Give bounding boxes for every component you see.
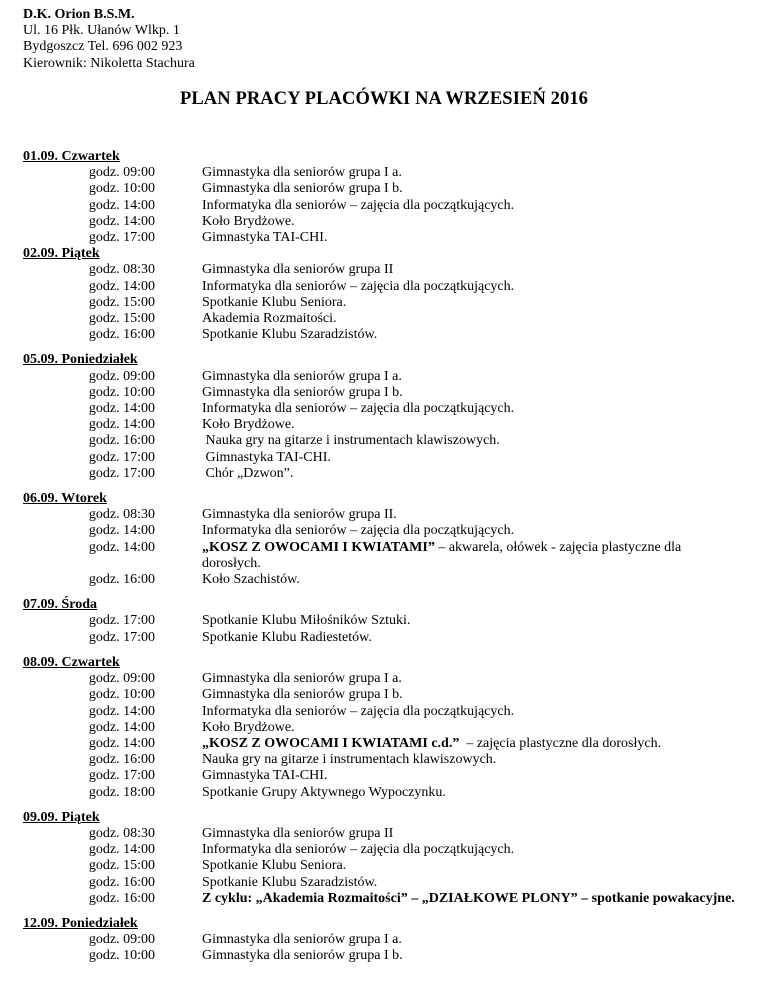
activity-part: Spotkanie Klubu Miłośników Sztuki. xyxy=(202,613,411,629)
time-label: godz. 16:00 xyxy=(88,874,155,890)
activity-text xyxy=(202,401,742,417)
schedule-row xyxy=(23,704,743,720)
schedule-row xyxy=(23,165,743,181)
schedule-row xyxy=(23,369,743,385)
activity-text xyxy=(202,842,742,858)
time-label: godz. 09:00 xyxy=(88,671,155,687)
activity-part: Spotkanie Grupy Aktywnego Wypoczynku. xyxy=(202,784,446,800)
activity-text xyxy=(202,279,742,295)
activity-part: Akademia Rozmaitości. xyxy=(202,311,337,327)
activity-part: Gimnastyka dla seniorów grupa I b. xyxy=(202,948,403,964)
activity-text xyxy=(202,687,742,703)
activity-part: Gimnastyka dla seniorów grupa I a. xyxy=(202,165,402,181)
day-block xyxy=(23,149,743,246)
day-block xyxy=(23,491,743,588)
schedule-row xyxy=(23,687,743,703)
activity-part: Informatyka dla seniorów – zajęcia dla początkujących. xyxy=(202,523,515,539)
activity-part: Chór „Dzwon”. xyxy=(202,465,294,481)
activity-text xyxy=(202,181,742,197)
time-label: godz. 08:30 xyxy=(88,507,155,523)
day-heading: 07.09. Środa xyxy=(23,597,98,613)
schedule-row xyxy=(23,826,743,842)
activity-text xyxy=(202,572,742,588)
time-label: godz. 16:00 xyxy=(88,890,155,906)
activity-text xyxy=(202,214,742,230)
schedule-row xyxy=(23,630,743,646)
time-label: godz. 17:00 xyxy=(88,449,155,465)
time-label: godz. 16:00 xyxy=(88,327,155,343)
day-heading: 09.09. Piątek xyxy=(23,809,100,825)
time-label: godz. 16:00 xyxy=(88,572,155,588)
activity-part: – akwarela, ołówek - zajęcia plastyczne dla dorosłych. xyxy=(202,539,685,571)
activity-text xyxy=(202,262,742,278)
schedule-row xyxy=(23,230,743,246)
time-label: godz. 09:00 xyxy=(88,932,155,948)
schedule-row xyxy=(23,385,743,401)
time-label: godz. 15:00 xyxy=(88,858,155,874)
manager-line: Kierownik: Nikoletta Stachura xyxy=(23,55,195,71)
activity-part: Gimnastyka TAI-CHI. xyxy=(202,230,328,246)
schedule-row xyxy=(23,540,743,572)
time-label: godz. 08:30 xyxy=(88,262,155,278)
time-label: godz. 14:00 xyxy=(88,278,155,294)
activity-part: Informatyka dla seniorów – zajęcia dla początkujących. xyxy=(202,703,515,719)
schedule-row xyxy=(23,417,743,433)
activity-text xyxy=(202,523,742,539)
activity-text xyxy=(202,875,742,891)
activity-text xyxy=(202,311,742,327)
activity-part: Koło Brydżowe. xyxy=(202,719,295,735)
activity-part: Gimnastyka dla seniorów grupa I b. xyxy=(202,181,403,197)
schedule-row xyxy=(23,295,743,311)
time-label: godz. 17:00 xyxy=(88,629,155,645)
schedule-row xyxy=(23,262,743,278)
city-phone-line: Bydgoszcz Tel. 696 002 923 xyxy=(23,39,183,55)
schedule-row xyxy=(23,736,743,752)
activity-text xyxy=(202,230,742,246)
time-label: godz. 15:00 xyxy=(88,311,155,327)
schedule-row xyxy=(23,327,743,343)
schedule-row xyxy=(23,613,743,629)
activity-part: Gimnastyka dla seniorów grupa I b. xyxy=(202,384,403,400)
schedule-row xyxy=(23,523,743,539)
time-label: godz. 14:00 xyxy=(88,197,155,213)
schedule-row xyxy=(23,311,743,327)
schedule-row xyxy=(23,572,743,588)
day-block xyxy=(23,597,743,646)
activity-part: Spotkanie Klubu Seniora. xyxy=(202,858,347,874)
activity-part: Informatyka dla seniorów – zajęcia dla początkujących. xyxy=(202,278,515,294)
time-label: godz. 17:00 xyxy=(88,465,155,481)
activity-text xyxy=(202,891,742,907)
activity-highlight: „KOSZ Z OWOCAMI I KWIATAMI” xyxy=(202,539,435,555)
activity-text xyxy=(202,540,742,572)
activity-text xyxy=(202,327,742,343)
schedule-row xyxy=(23,785,743,801)
time-label: godz. 14:00 xyxy=(88,735,155,751)
activity-part: Informatyka dla seniorów – zajęcia dla początkujących. xyxy=(202,842,515,858)
schedule-row xyxy=(23,450,743,466)
activity-part: Gimnastyka TAI-CHI. xyxy=(202,449,331,465)
day-heading: 12.09. Poniedziałek xyxy=(23,915,138,931)
time-label: godz. 16:00 xyxy=(88,433,155,449)
time-label: godz. 14:00 xyxy=(88,523,155,539)
activity-part: Spotkanie Klubu Szaradzistów. xyxy=(202,874,378,890)
page-title: PLAN PRACY PLACÓWKI NA WRZESIEŃ 2016 xyxy=(179,89,589,109)
day-block xyxy=(23,352,743,482)
activity-text xyxy=(202,165,742,181)
time-label: godz. 15:00 xyxy=(88,294,155,310)
schedule-row xyxy=(23,858,743,874)
activity-part: Gimnastyka dla seniorów grupa I b. xyxy=(202,687,403,703)
activity-text xyxy=(202,198,742,214)
day-heading: 05.09. Poniedziałek xyxy=(23,352,138,368)
activity-text xyxy=(202,736,742,752)
time-label: godz. 14:00 xyxy=(88,719,155,735)
activity-highlight: Z cyklu: „Akademia Rozmaitości” – „DZIAŁKOWE PLONY” – spotkanie powakacyjne. xyxy=(202,890,735,906)
activity-text xyxy=(202,671,742,687)
schedule-row xyxy=(23,671,743,687)
schedule-row xyxy=(23,720,743,736)
time-label: godz. 08:30 xyxy=(88,825,155,841)
activity-part: Spotkanie Klubu Seniora. xyxy=(202,294,347,310)
activity-text xyxy=(202,704,742,720)
time-label: godz. 18:00 xyxy=(88,784,155,800)
activity-text xyxy=(202,417,742,433)
time-label: godz. 09:00 xyxy=(88,368,155,384)
activity-part: Gimnastyka TAI-CHI. xyxy=(202,768,328,784)
activity-text xyxy=(202,433,742,449)
schedule-row xyxy=(23,891,743,907)
time-label: godz. 14:00 xyxy=(88,417,155,433)
activity-part: Koło Szachistów. xyxy=(202,572,300,588)
activity-part: Nauka gry na gitarze i instrumentach klawiszowych. xyxy=(202,433,500,449)
activity-part: Informatyka dla seniorów – zajęcia dla początkujących. xyxy=(202,401,515,417)
day-heading: 01.09. Czwartek xyxy=(23,149,120,164)
activity-part: Gimnastyka dla seniorów grupa I a. xyxy=(202,932,402,948)
activity-part: Gimnastyka dla seniorów grupa II xyxy=(202,825,394,841)
schedule-row xyxy=(23,279,743,295)
time-label: godz. 17:00 xyxy=(88,768,155,784)
activity-text xyxy=(202,613,742,629)
activity-part: Koło Brydżowe. xyxy=(202,417,295,433)
time-label: godz. 10:00 xyxy=(88,181,155,197)
activity-part: Spotkanie Klubu Szaradzistów. xyxy=(202,327,378,343)
time-label: godz. 10:00 xyxy=(88,948,155,964)
time-label: godz. 14:00 xyxy=(88,703,155,719)
activity-part: Nauka gry na gitarze i instrumentach klawiszowych. xyxy=(202,752,497,768)
schedule-row xyxy=(23,507,743,523)
time-label: godz. 14:00 xyxy=(88,213,155,229)
activity-text xyxy=(202,466,742,482)
time-label: godz. 17:00 xyxy=(88,230,155,246)
schedule xyxy=(23,149,743,974)
time-label: godz. 17:00 xyxy=(88,613,155,629)
activity-part: Informatyka dla seniorów – zajęcia dla początkujących. xyxy=(202,197,515,213)
activity-text xyxy=(202,948,742,964)
schedule-row xyxy=(23,181,743,197)
activity-highlight: „KOSZ Z OWOCAMI I KWIATAMI c.d.” xyxy=(202,735,460,751)
day-block xyxy=(23,655,743,801)
activity-part: Gimnastyka dla seniorów grupa I a. xyxy=(202,671,402,687)
schedule-row xyxy=(23,198,743,214)
org-name: D.K. Orion B.S.M. xyxy=(23,7,135,22)
time-label: godz. 09:00 xyxy=(88,165,155,181)
day-block xyxy=(23,246,743,343)
day-block xyxy=(23,810,743,907)
schedule-row xyxy=(23,433,743,449)
activity-text xyxy=(202,932,742,948)
activity-text xyxy=(202,630,742,646)
activity-text xyxy=(202,752,742,768)
activity-part: – zajęcia plastyczne dla dorosłych. xyxy=(459,735,662,751)
time-label: godz. 10:00 xyxy=(88,384,155,400)
schedule-row xyxy=(23,932,743,948)
activity-part: Gimnastyka dla seniorów grupa II xyxy=(202,262,394,278)
activity-part: Gimnastyka dla seniorów grupa II. xyxy=(202,507,397,523)
activity-part: Spotkanie Klubu Radiestetów. xyxy=(202,629,372,645)
day-block xyxy=(23,916,743,965)
schedule-row xyxy=(23,875,743,891)
time-label: godz. 16:00 xyxy=(88,752,155,768)
activity-text xyxy=(202,450,742,466)
activity-text xyxy=(202,785,742,801)
schedule-row xyxy=(23,842,743,858)
address-line: Ul. 16 Płk. Ułanów Wlkp. 1 xyxy=(23,23,180,39)
activity-text xyxy=(202,858,742,874)
time-label: godz. 14:00 xyxy=(88,401,155,417)
time-label: godz. 10:00 xyxy=(88,687,155,703)
day-heading: 06.09. Wtorek xyxy=(23,491,107,507)
schedule-row xyxy=(23,768,743,784)
schedule-row xyxy=(23,752,743,768)
activity-text xyxy=(202,826,742,842)
activity-part: Gimnastyka dla seniorów grupa I a. xyxy=(202,368,402,384)
schedule-row xyxy=(23,948,743,964)
day-heading: 02.09. Piątek xyxy=(23,246,100,262)
activity-text xyxy=(202,507,742,523)
time-label: godz. 14:00 xyxy=(88,539,155,555)
activity-text xyxy=(202,295,742,311)
activity-text xyxy=(202,385,742,401)
activity-text xyxy=(202,369,742,385)
header-block xyxy=(23,7,195,72)
activity-text xyxy=(202,768,742,784)
schedule-row xyxy=(23,401,743,417)
time-label: godz. 14:00 xyxy=(88,842,155,858)
schedule-row xyxy=(23,214,743,230)
day-heading: 08.09. Czwartek xyxy=(23,654,120,670)
activity-text xyxy=(202,720,742,736)
schedule-row xyxy=(23,466,743,482)
activity-part: Koło Brydżowe. xyxy=(202,213,295,229)
